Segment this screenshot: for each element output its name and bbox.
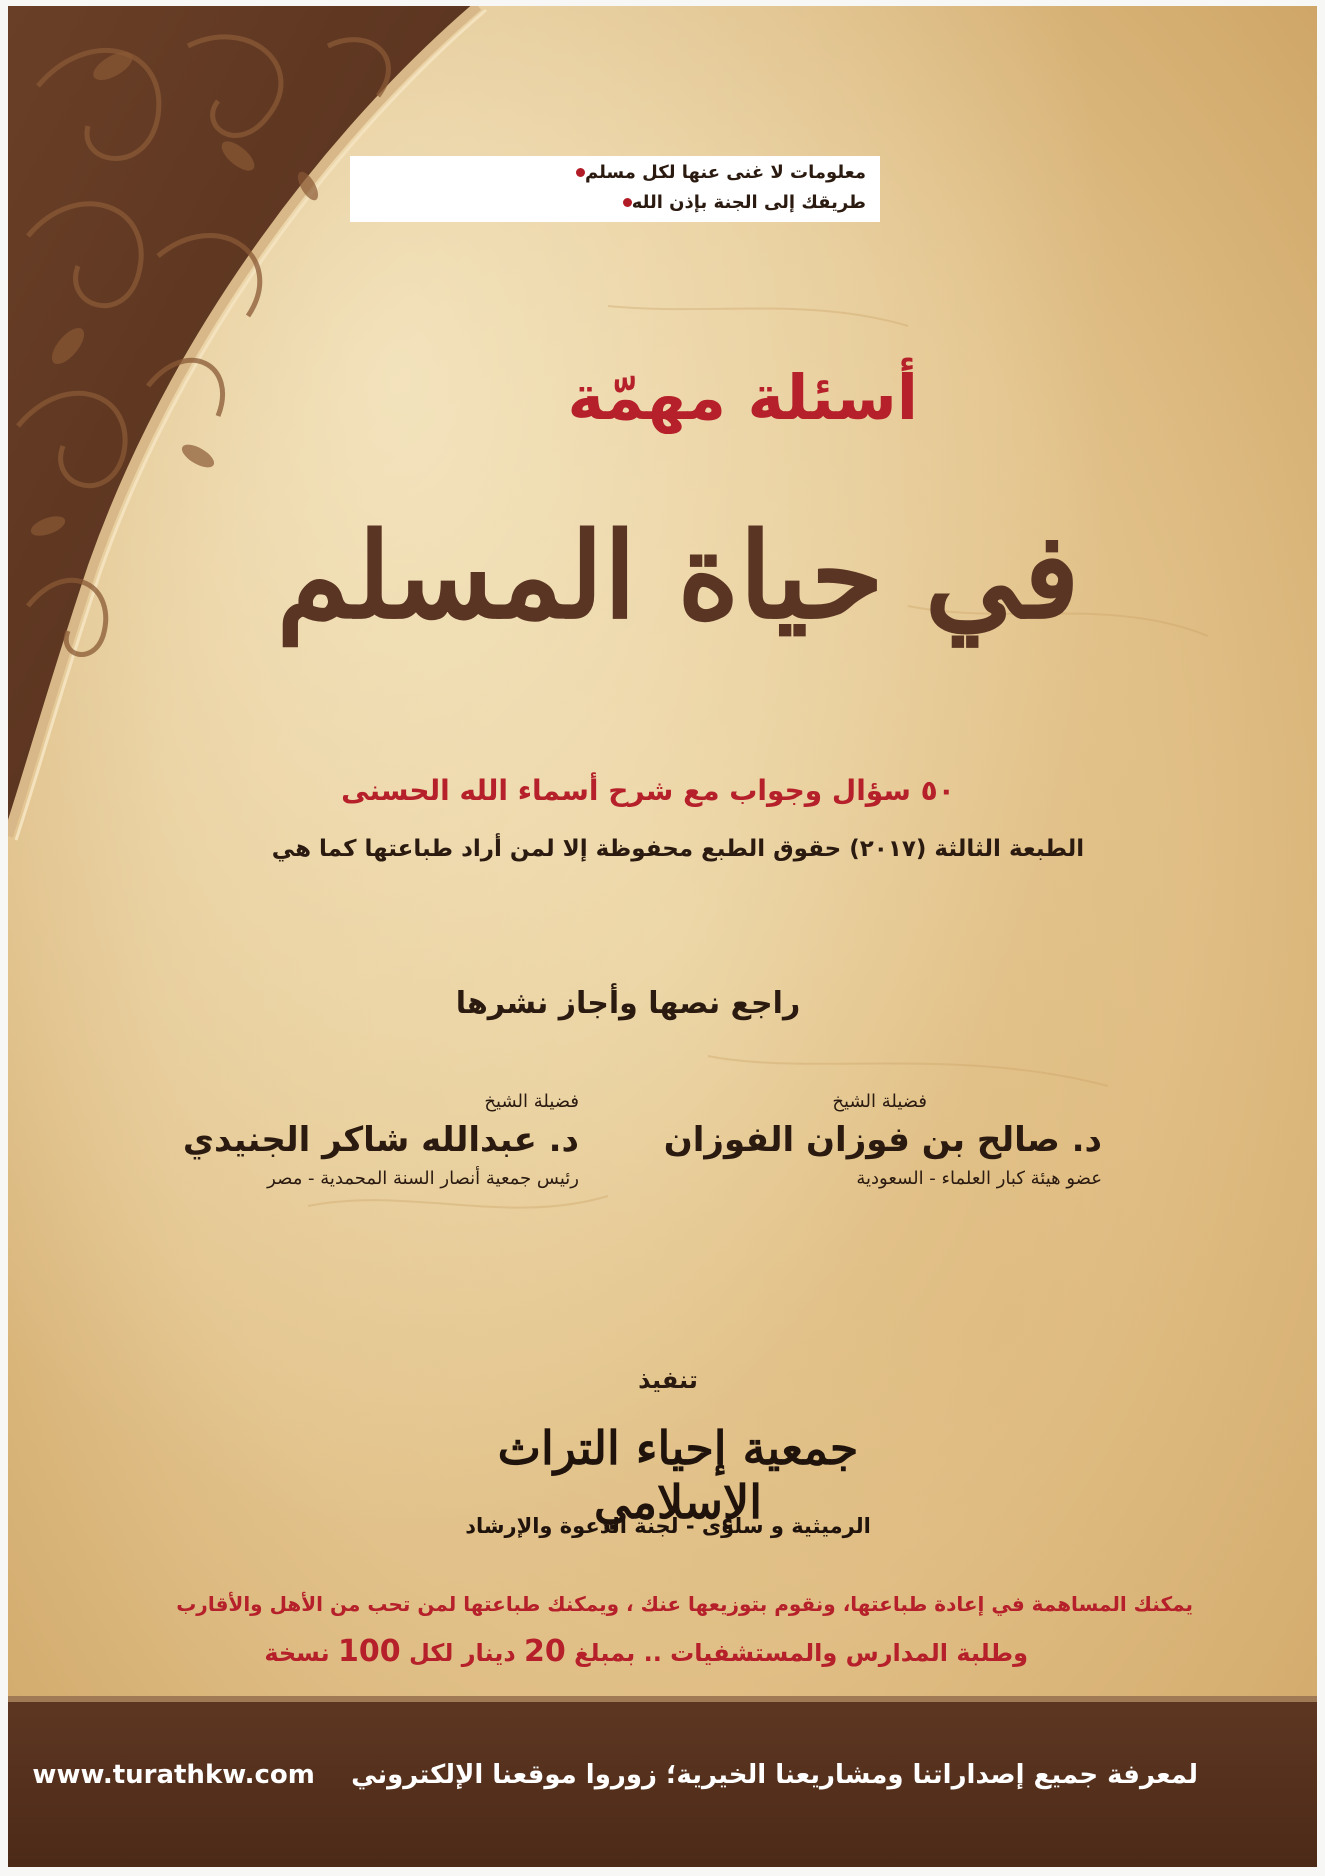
donation-note-line1: يمكنك المساهمة في إعادة طباعتها، ونقوم بتوزيعها عنك ، ويمكنك طباعتها لمن تحب من الأهل والأقارب	[176, 1592, 1193, 1616]
feature-bullet	[615, 192, 866, 213]
donation-text-end: نسخة	[264, 1639, 330, 1667]
book-cover	[8, 6, 1317, 1867]
book-subtitle: أسئلة مهمّة	[567, 361, 918, 434]
scholar-honorific: فضيلة الشيخ	[484, 1091, 579, 1112]
scholar-role: رئيس جمعية أنصار السنة المحمدية - مصر	[267, 1168, 579, 1189]
footer-divider	[8, 1696, 1317, 1702]
reviewed-by-heading: راجع نصها وأجاز نشرها	[455, 986, 801, 1021]
donation-text-start: وطلبة المدارس والمستشفيات .. بمبلغ	[574, 1639, 1028, 1667]
book-title: في حياة المسلم	[276, 506, 1080, 645]
feature-bullet-text: طريقك إلى الجنة بإذن الله	[631, 192, 866, 213]
scholar-name: د. عبدالله شاكر الجنيدي	[182, 1120, 579, 1160]
website-link[interactable]: www.turathkw.com	[32, 1760, 315, 1790]
executed-by-label: تنفيذ	[638, 1366, 698, 1394]
footer-note	[32, 1760, 1198, 1790]
donation-price: 20	[524, 1634, 566, 1669]
scholar-name: د. صالح بن فوزان الفوزان	[663, 1120, 1102, 1160]
feature-bullet	[568, 162, 866, 183]
footer-text: لمعرفة جميع إصداراتنا ومشاريعنا الخيرية؛ زوروا موقعنا الإلكتروني	[351, 1760, 1198, 1790]
scholar-block	[119, 1091, 579, 1189]
scholar-honorific: فضيلة الشيخ	[832, 1091, 927, 1112]
edition-note: الطبعة الثالثة (٢٠١٧) حقوق الطبع محفوظة إلا لمن أراد طباعتها كما هي	[271, 836, 1085, 862]
donation-copies: 100	[337, 1634, 401, 1669]
organization-branch: الرميثية و سلوى - لجنة الدعوة والإرشاد	[465, 1514, 871, 1538]
scholar-block	[582, 1091, 1102, 1189]
footer-band	[8, 1696, 1317, 1867]
donation-text-mid: دينار لكل	[408, 1639, 516, 1667]
scholar-role: عضو هيئة كبار العلماء - السعودية	[856, 1168, 1102, 1189]
feature-bullets-band	[350, 156, 880, 222]
bullet-dot-icon	[623, 198, 632, 207]
decorative-background	[8, 6, 1317, 1867]
organization-logo: جمعية إحياء التراث الإسلامي	[497, 1421, 859, 1529]
donation-note-line2	[118, 1634, 1028, 1669]
book-tagline: ٥٠ سؤال وجواب مع شرح أسماء الله الحسنى	[341, 774, 955, 807]
bullet-dot-icon	[576, 168, 585, 177]
feature-bullet-text: معلومات لا غنى عنها لكل مسلم	[584, 162, 866, 183]
